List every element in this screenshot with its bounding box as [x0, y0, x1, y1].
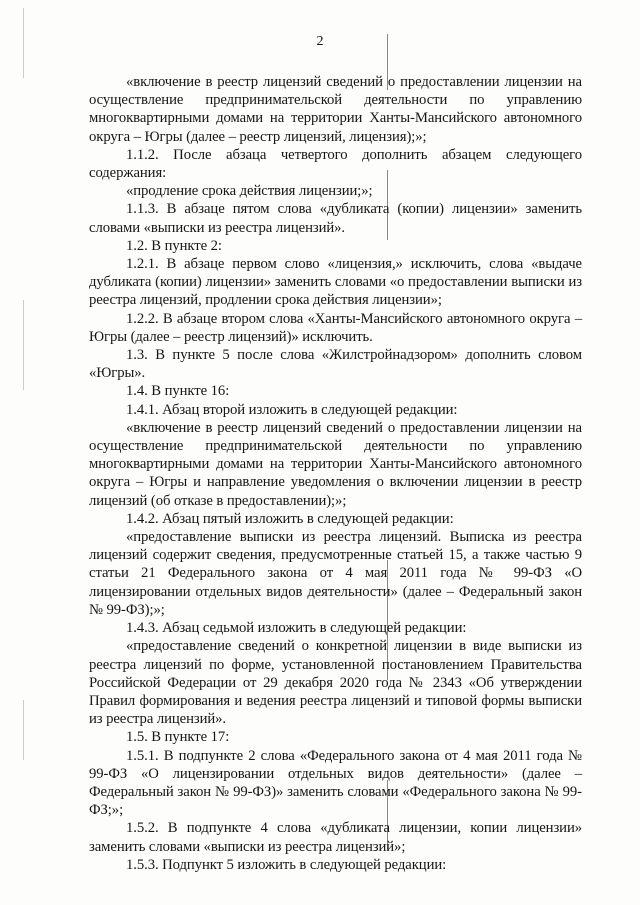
document-body [89, 73, 582, 874]
paragraph: 1.4.2. Абзац пятый изложить в следующей редакции: [126, 510, 454, 527]
paragraph: «предоставление сведений о конкретной лицензии в виде выписки из реестра лицензий по форме, установленной постановлением Правительства Российской Федерации от 29 декабря 2020 года № 2343 «Об утверждении Правил формирования и ведения реестра лицензий и типовой формы выписки из реестра лицензий». [89, 638, 582, 728]
paragraph: 1.5.2. В подпункте 4 слова «дубликата лицензии, копии лицензии» заменить словами «выписки из реестра лицензий»; [89, 820, 582, 855]
paragraph: 1.1.3. В абзаце пятом слова «дубликата (копии) лицензии» заменить словами «выписки из реестра лицензий». [89, 201, 582, 236]
paragraph: 1.5.1. В подпункте 2 слова «Федерального закона от 4 мая 2011 года № 99-ФЗ «О лицензировании отдельных видов деятельности» (далее – Федеральный закон № 99-ФЗ)» заменить словами «Федерального закона № 99-ФЗ;»; [89, 747, 582, 819]
paragraph: 1.2.2. В абзаце втором слова «Ханты-Мансийского автономного округа – Югры (далее – реестр лицензий)» исключить. [89, 310, 582, 345]
paragraph: «продление срока действия лицензии;»; [126, 183, 373, 200]
paragraph: 1.4.3. Абзац седьмой изложить в следующей редакции: [126, 620, 467, 637]
scan-left-edge-mark [23, 700, 24, 760]
scan-left-edge-mark [23, 300, 24, 390]
page-number: 2 [316, 34, 324, 49]
paragraph: 1.2.1. В абзаце первом слово «лицензия,» исключить, слова «выдаче дубликата (копии) лицензии» заменить словами «о предоставлении выписки из реестра лицензий, продлении срока действия лицензии»; [89, 256, 582, 309]
paragraph: 1.3. В пункте 5 после слова «Жилстройнадзором» дополнить словом «Югры». [89, 347, 582, 382]
paragraph: 1.4. В пункте 16: [126, 383, 230, 400]
paragraph: «предоставление выписки из реестра лицензий. Выписка из реестра лицензий содержит сведения, предусмотренные статьей 15, а также частью 9 статьи 21 Федерального закона от 4 мая 2011 года № 99-ФЗ «О лицензировании отдельных видов деятельности» (далее – Федеральный закон № 99-ФЗ);»; [89, 529, 582, 618]
paragraph: 1.5. В пункте 17: [126, 729, 230, 746]
paragraph: 1.4.1. Абзац второй изложить в следующей редакции: [126, 401, 458, 418]
paragraph: «включение в реестр лицензий сведений о предоставлении лицензии на осуществление предпринимательской деятельности по управлению многоквартирными домами на территории Ханты-Мансийского автономного округа – Югры (далее – реестр лицензий, лицензия);»; [89, 74, 582, 145]
paragraph: 1.2. В пункте 2: [126, 237, 222, 254]
paragraph: 1.1.2. После абзаца четвертого дополнить абзацем следующего содержания: [89, 146, 582, 182]
paragraph: 1.5.3. Подпункт 5 изложить в следующей редакции: [126, 856, 447, 873]
paragraph: «включение в реестр лицензий сведений о предоставлении лицензии на осуществление предпринимательской деятельности по управлению многоквартирными домами на территории Ханты-Мансийского автономного округа – Югры и направление уведомления о включении лицензии в реестр лицензий (об отказе в предоставлении);»; [89, 419, 582, 509]
